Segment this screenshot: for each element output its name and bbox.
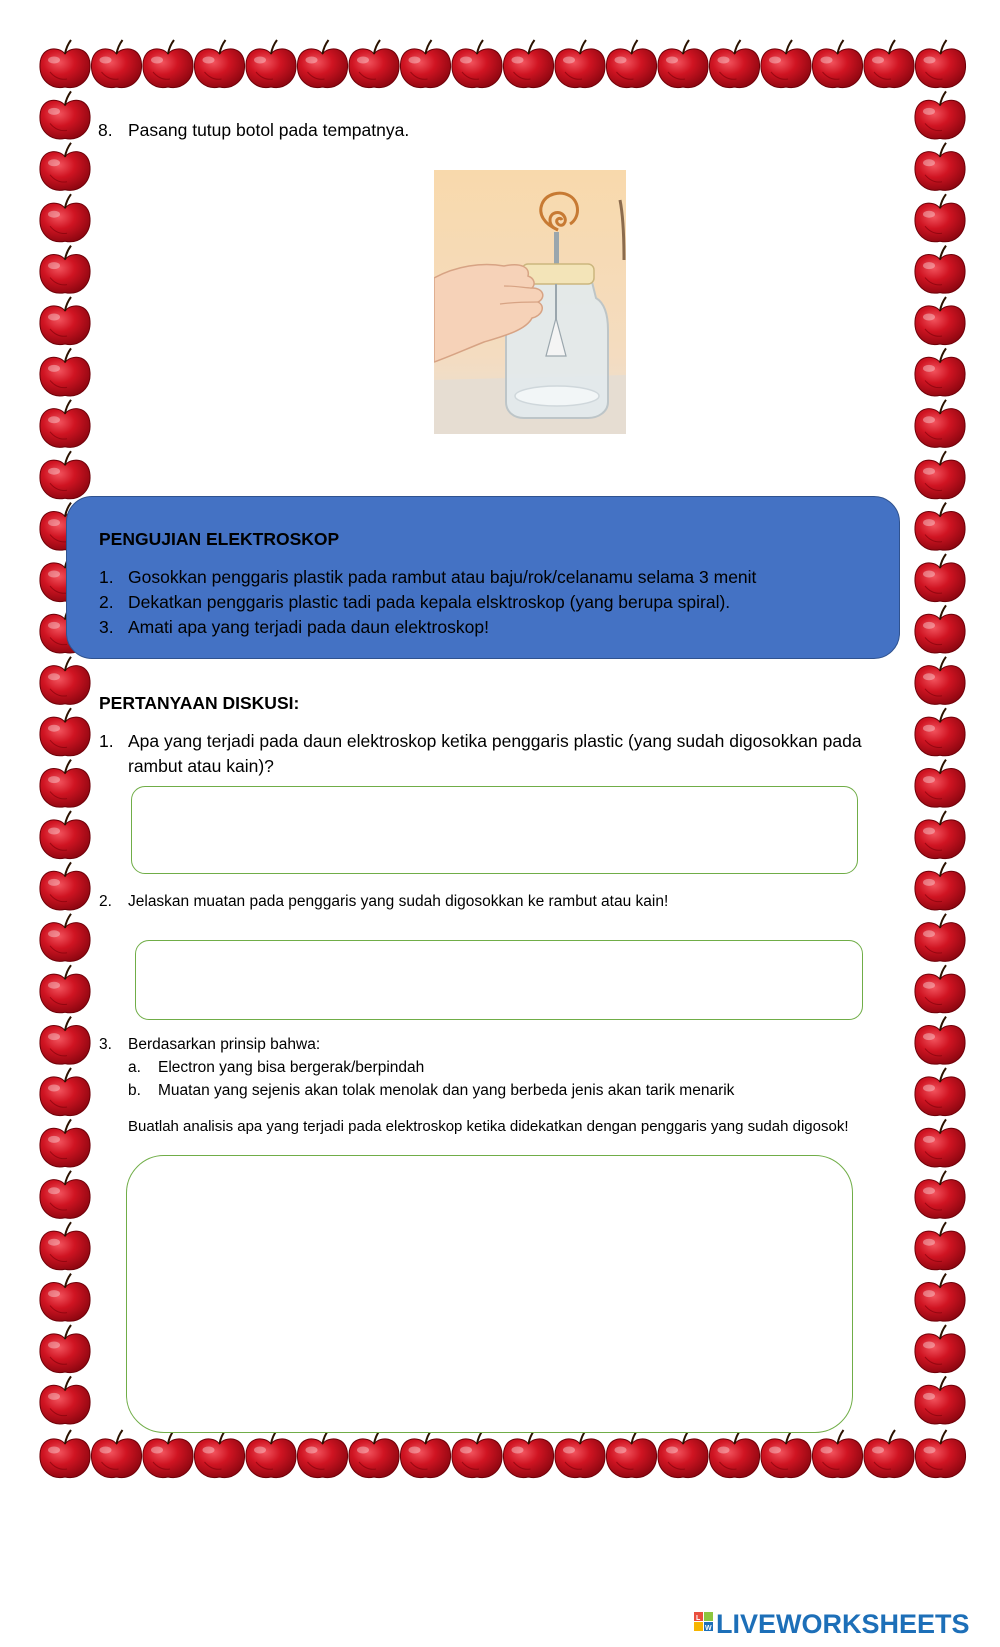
q2-text: Jelaskan muatan pada penggaris yang sudah digosokkan ke rambut atau kain!: [128, 893, 669, 910]
apple-icon: [915, 605, 965, 653]
step-8-text: Pasang tutup botol pada tempatnya.: [128, 120, 410, 140]
apple-icon: [297, 40, 347, 88]
apple-icon: [194, 1430, 244, 1478]
q2-number: 2.: [99, 893, 112, 910]
logo-letter-l: L: [696, 1615, 701, 1622]
diskusi-title: PERTANYAAN DISKUSI:: [99, 693, 300, 713]
apple-icon: [915, 1325, 965, 1373]
apple-icon: [246, 1430, 296, 1478]
apple-icon: [40, 348, 90, 396]
apple-icon: [915, 143, 965, 191]
apple-icon: [915, 1017, 965, 1065]
apple-icon: [40, 40, 90, 88]
apple-icon: [400, 1430, 450, 1478]
apple-icon: [658, 40, 708, 88]
apple-icon: [40, 400, 90, 448]
q3-a-text: Electron yang bisa bergerak/berpindah: [158, 1059, 425, 1076]
apple-icon: [349, 1430, 399, 1478]
apple-icon: [40, 1068, 90, 1116]
apple-icon: [915, 554, 965, 602]
apple-icon: [812, 40, 862, 88]
pengujian-item-3-text: Amati apa yang terjadi pada daun elektroskop!: [128, 617, 489, 637]
apple-icon: [606, 1430, 656, 1478]
apple-icon: [915, 194, 965, 242]
apple-icon: [40, 246, 90, 294]
apple-icon: [915, 965, 965, 1013]
apple-icon: [40, 1222, 90, 1270]
apple-icon: [915, 708, 965, 756]
apple-icon: [40, 1325, 90, 1373]
logo-square-green: [704, 1612, 713, 1621]
q3-answer-box[interactable]: [126, 1155, 853, 1433]
apple-icon: [915, 811, 965, 859]
apple-icon: [915, 246, 965, 294]
q1-answer-box[interactable]: [131, 786, 858, 874]
apple-icon: [915, 40, 965, 88]
apple-icon: [40, 143, 90, 191]
apple-icon: [40, 91, 90, 139]
apple-icon: [40, 1017, 90, 1065]
apple-icon: [915, 1274, 965, 1322]
apple-icon: [915, 1068, 965, 1116]
q3-intro: Berdasarkan prinsip bahwa:: [128, 1036, 321, 1053]
apple-icon: [349, 40, 399, 88]
electroscope-image: [434, 170, 626, 434]
apple-icon: [503, 1430, 553, 1478]
apple-icon: [91, 40, 141, 88]
apple-icon: [915, 91, 965, 139]
apple-icon: [555, 1430, 605, 1478]
apple-icon: [40, 708, 90, 756]
pengujian-item-2-number: 2.: [99, 592, 114, 612]
apple-icon: [864, 40, 914, 88]
apple-icon: [812, 1430, 862, 1478]
apple-icon: [297, 1430, 347, 1478]
apple-icon: [194, 40, 244, 88]
apple-icon: [761, 40, 811, 88]
apple-icon: [143, 40, 193, 88]
apple-icon: [915, 1376, 965, 1424]
apple-icon: [40, 1171, 90, 1219]
apple-icon: [555, 40, 605, 88]
apple-icon: [40, 760, 90, 808]
apple-icon: [864, 1430, 914, 1478]
apple-icon: [915, 1119, 965, 1167]
apple-icon: [91, 1430, 141, 1478]
pengujian-title: PENGUJIAN ELEKTROSKOP: [99, 529, 340, 549]
apple-icon: [606, 40, 656, 88]
step-8-number: 8.: [98, 120, 113, 140]
apple-icon: [40, 297, 90, 345]
apple-icon: [658, 1430, 708, 1478]
pengujian-item-1-text: Gosokkan penggaris plastik pada rambut atau baju/rok/celanamu selama 3 menit: [128, 567, 757, 587]
q2-answer-box[interactable]: [135, 940, 863, 1020]
q3-b-text: Muatan yang sejenis akan tolak menolak dan yang berbeda jenis akan tarik menarik: [158, 1082, 735, 1099]
apple-icon: [40, 1430, 90, 1478]
apple-icon: [40, 1376, 90, 1424]
apple-icon: [40, 657, 90, 705]
apple-icon: [40, 862, 90, 910]
apple-icon: [40, 451, 90, 499]
apple-icon: [915, 862, 965, 910]
q1-number: 1.: [99, 731, 114, 751]
apple-icon: [915, 1430, 965, 1478]
apple-icon: [915, 1222, 965, 1270]
apple-icon: [143, 1430, 193, 1478]
apple-icon: [915, 451, 965, 499]
apple-icon: [452, 40, 502, 88]
q3-number: 3.: [99, 1036, 112, 1053]
apple-icon: [40, 914, 90, 962]
logo-square-yellow: [694, 1622, 703, 1631]
apple-icon: [709, 1430, 759, 1478]
apple-icon: [915, 400, 965, 448]
q1-line-1: Apa yang terjadi pada daun elektroskop ketika penggaris plastic (yang sudah digosokkan pada: [128, 731, 862, 751]
q3-instruction: Buatlah analisis apa yang terjadi pada elektroskop ketika didekatkan dengan penggaris yang sudah digosok!: [128, 1118, 849, 1135]
apple-icon: [40, 1119, 90, 1167]
pengujian-item-2-text: Dekatkan penggaris plastic tadi pada kepala elsktroskop (yang berupa spiral).: [128, 592, 731, 612]
apple-icon: [915, 348, 965, 396]
liveworksheets-logo: [694, 1608, 990, 1638]
apple-icon: [915, 657, 965, 705]
apple-icon: [503, 40, 553, 88]
apple-icon: [40, 194, 90, 242]
apple-icon: [915, 760, 965, 808]
pengujian-item-1-number: 1.: [99, 567, 114, 587]
pengujian-item-3-number: 3.: [99, 617, 114, 637]
apple-icon: [452, 1430, 502, 1478]
apple-icon: [915, 914, 965, 962]
apple-icon: [40, 1274, 90, 1322]
apple-icon: [246, 40, 296, 88]
apple-icon: [915, 1171, 965, 1219]
q3-b-label: b.: [128, 1082, 141, 1099]
apple-icon: [915, 297, 965, 345]
apple-icon: [761, 1430, 811, 1478]
apple-icon: [40, 811, 90, 859]
q3-a-label: a.: [128, 1059, 141, 1076]
apple-icon: [709, 40, 759, 88]
apple-icon: [40, 965, 90, 1013]
apple-icon: [915, 503, 965, 551]
apple-icon: [400, 40, 450, 88]
logo-letter-w: W: [705, 1625, 712, 1632]
brand-name: LIVEWORKSHEETS: [716, 1609, 970, 1638]
q1-line-2: rambut atau kain)?: [128, 756, 274, 776]
